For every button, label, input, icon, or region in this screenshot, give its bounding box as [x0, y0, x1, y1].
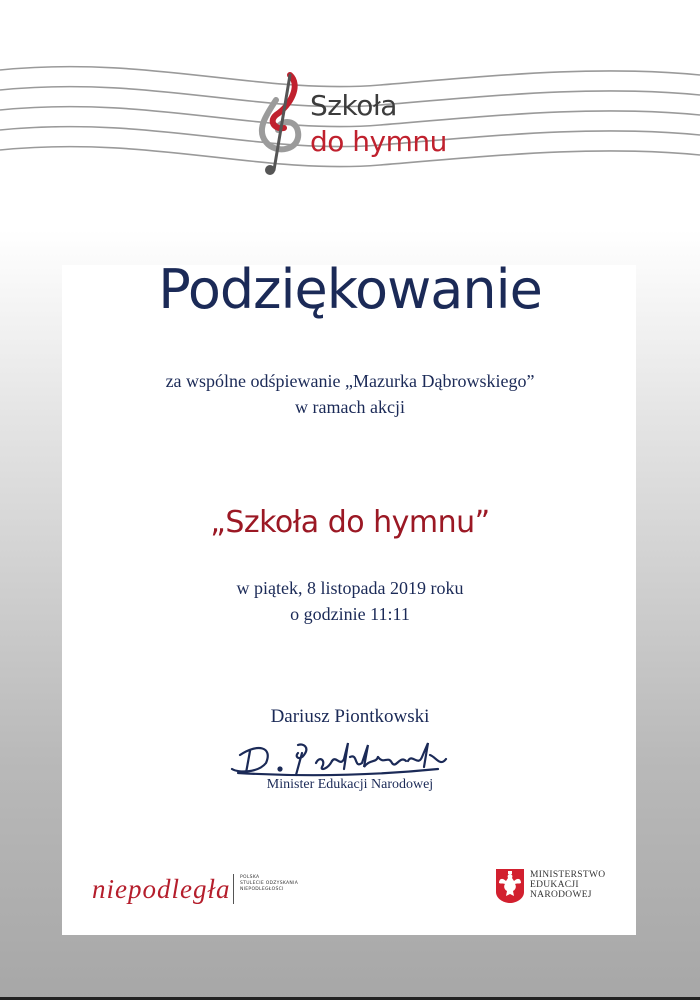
date-line-1: w piątek, 8 listopada 2019 roku — [236, 578, 464, 598]
polish-eagle-emblem-icon — [495, 868, 525, 904]
logo-text-szkola: Szkoła — [310, 89, 397, 122]
handwritten-signature — [228, 733, 468, 781]
intro-line-1: za wspólne odśpiewanie „Mazurka Dąbrowskiego” — [165, 371, 535, 391]
signatory-role: Minister Edukacji Narodowej — [266, 777, 434, 792]
ministry-logo-text: MINISTERSTWO EDUKACJI NARODOWEJ — [530, 870, 606, 900]
date-line-2: o godzinie 11:11 — [290, 604, 410, 624]
niepodlegla-logo-text: niepodległa — [92, 874, 231, 904]
signatory-name: Dariusz Piontkowski — [270, 706, 430, 727]
niepodlegla-logo-divider — [233, 874, 234, 904]
logo-text-do-hymnu: do hymnu — [310, 125, 447, 158]
intro-line-2: w ramach akcji — [295, 397, 405, 417]
niepodlegla-logo-caption: POLSKA STULECIE ODZYSKANIA NIEPODLEGŁOŚCI — [240, 875, 299, 892]
action-name: „Szkoła do hymnu” — [210, 505, 490, 540]
certificate-title: Podziękowanie — [158, 258, 542, 321]
